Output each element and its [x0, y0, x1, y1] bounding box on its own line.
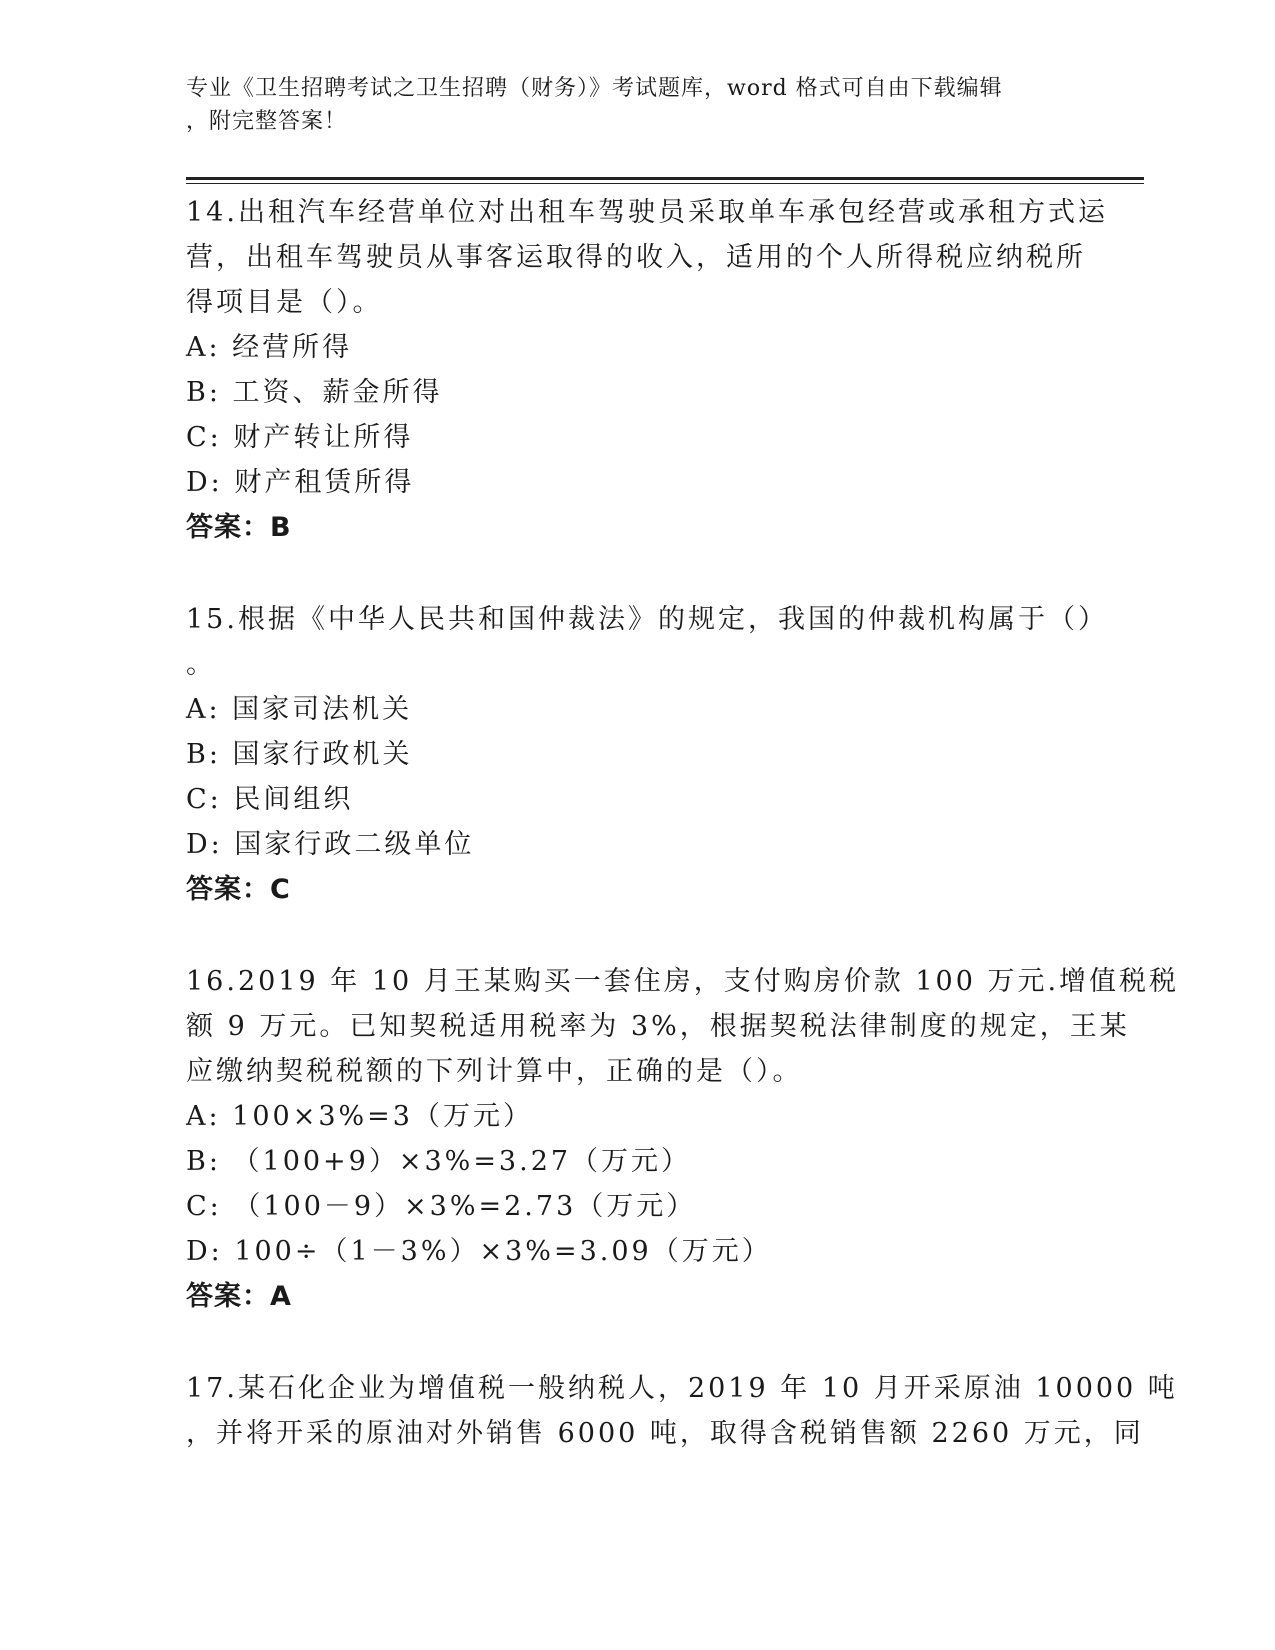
question-text-line: 营，出租车驾驶员从事客运取得的收入，适用的个人所得税应纳税所 — [186, 242, 1086, 273]
option-c: C: 民间组织 — [186, 784, 354, 815]
option-d: D: 100÷（1－3%）×3%=3.09（万元） — [186, 1236, 772, 1267]
answer-line: 答案：C — [186, 874, 291, 905]
header-line-1: 专业《卫生招聘考试之卫生招聘（财务）》考试题库，word 格式可自由下载编辑 — [186, 76, 1003, 101]
question-text-line: 得项目是（）。 — [186, 287, 383, 318]
question-17 — [186, 1366, 1178, 1456]
question-text-line: 。 — [186, 649, 216, 680]
answer-line: 答案：B — [186, 512, 292, 543]
question-text-line: 16.2019 年 10 月王某购买一套住房，支付购房价款 100 万元.增值税税 — [186, 966, 1180, 997]
question-14 — [186, 190, 1108, 550]
header-divider-thin — [186, 183, 1144, 184]
option-b: B: 国家行政机关 — [186, 739, 413, 770]
header-line-2: ，附完整答案！ — [186, 109, 348, 134]
answer-line: 答案：A — [186, 1281, 292, 1312]
question-text-line: 应缴纳契税税额的下列计算中，正确的是（）。 — [186, 1056, 803, 1087]
option-d: D: 国家行政二级单位 — [186, 829, 475, 860]
question-list — [186, 190, 1180, 1503]
question-text-line: 15.根据《中华人民共和国仲裁法》的规定，我国的仲裁机构属于（） — [186, 604, 1108, 635]
question-16 — [186, 959, 1180, 1319]
option-c: C: （100－9）×3%=2.73（万元） — [186, 1191, 697, 1222]
option-c: C: 财产转让所得 — [186, 422, 414, 453]
question-text-line: 17.某石化企业为增值税一般纳税人，2019 年 10 月开采原油 10000 吨 — [186, 1373, 1178, 1404]
option-a: A: 100×3%=3（万元） — [186, 1101, 533, 1132]
option-a: A: 经营所得 — [186, 332, 353, 363]
option-d: D: 财产租赁所得 — [186, 467, 415, 498]
option-b: B: 工资、薪金所得 — [186, 377, 443, 408]
document-header — [186, 72, 1066, 138]
header-divider-thick — [186, 177, 1144, 180]
question-15 — [186, 597, 1108, 912]
option-a: A: 国家司法机关 — [186, 694, 413, 725]
question-text-line: 额 9 万元。已知契税适用税率为 3%，根据契税法律制度的规定，王某 — [186, 1011, 1130, 1042]
question-text-line: 14.出租汽车经营单位对出租车驾驶员采取单车承包经营或承租方式运 — [186, 197, 1108, 228]
question-text-line: ，并将开采的原油对外销售 6000 吨，取得含税销售额 2260 万元，同 — [186, 1418, 1144, 1449]
option-b: B: （100+9）×3%=3.27（万元） — [186, 1146, 692, 1177]
